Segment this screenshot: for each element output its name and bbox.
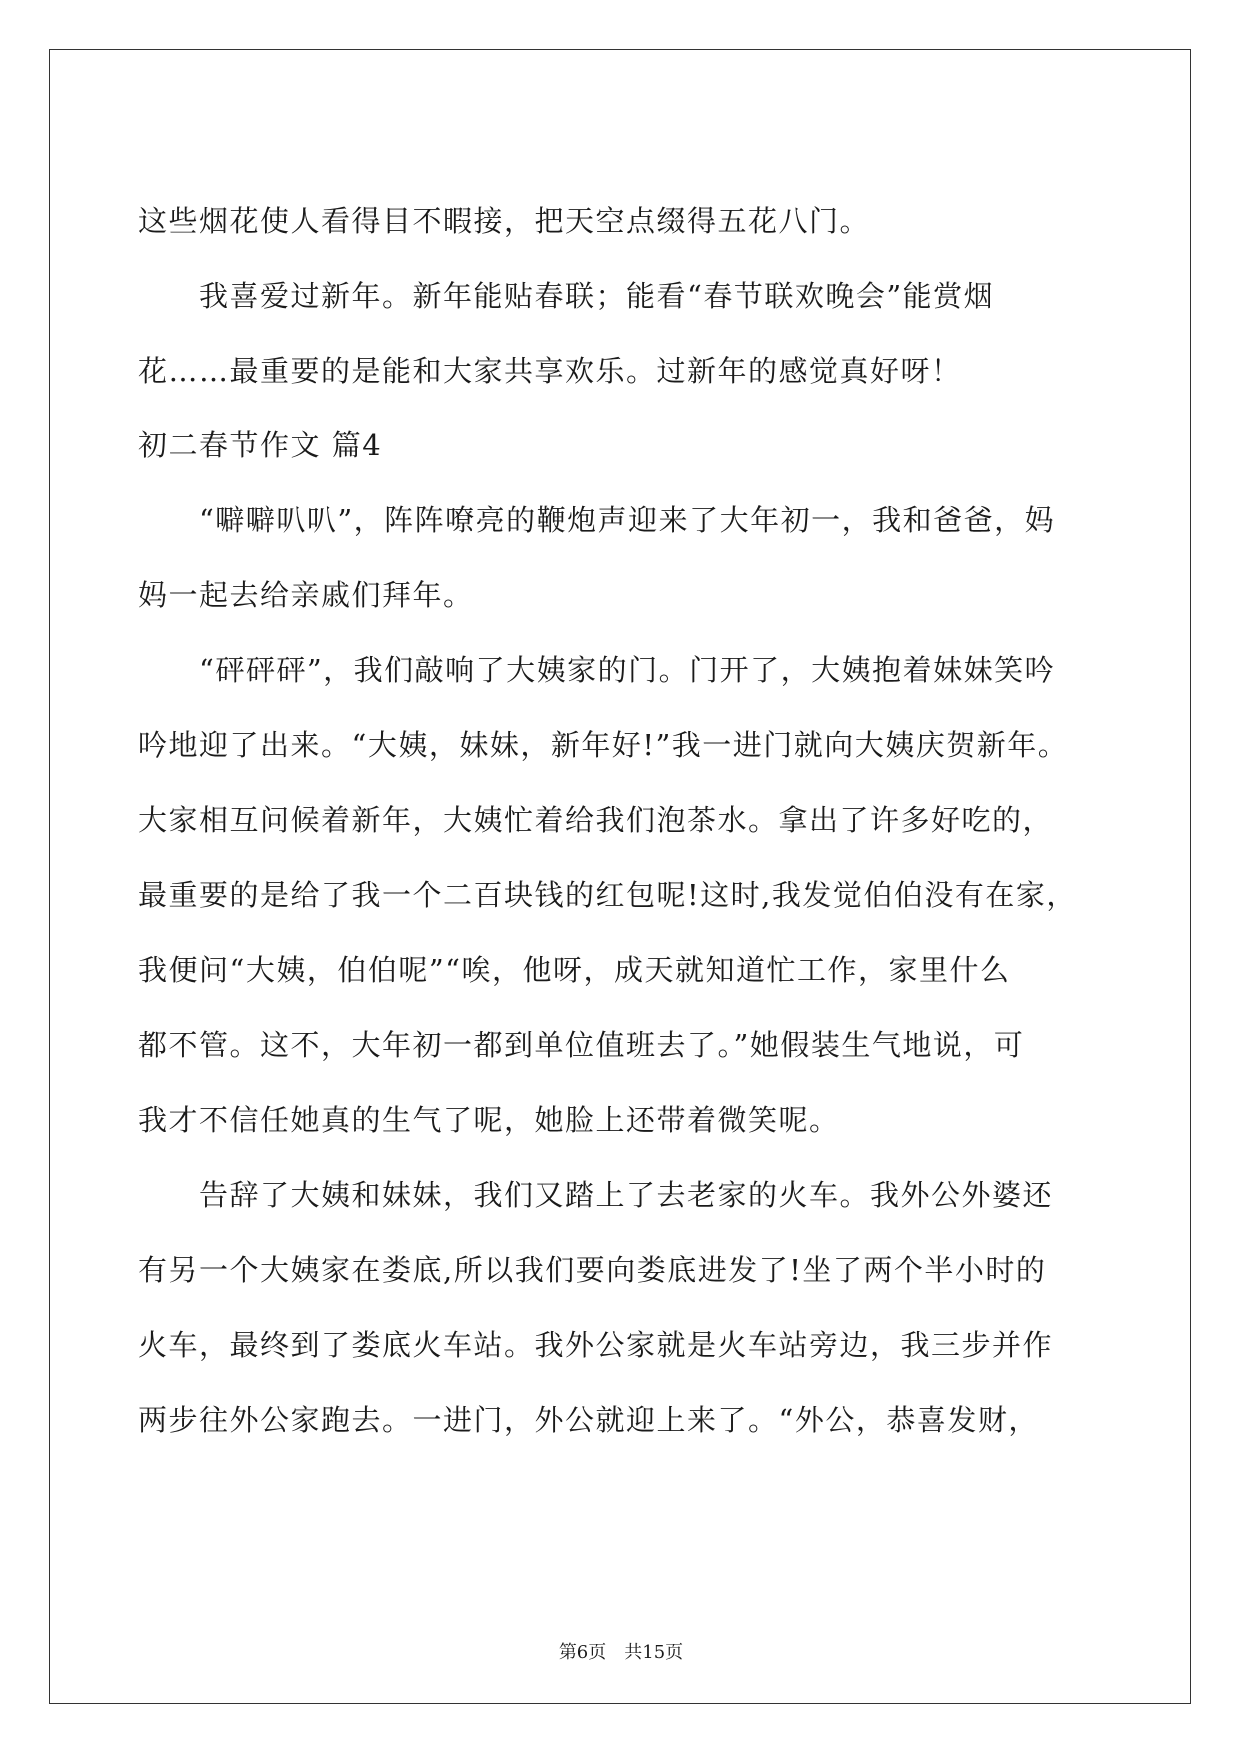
text-line-15: 有另一个大姨家在娄底,所以我们要向娄底进发了!坐了两个半小时的 (138, 1253, 1047, 1287)
text-line-12: 都不管。这不，大年初一都到单位值班去了。”她假装生气地说，可 (138, 1028, 1025, 1062)
text-line-5: “噼噼叭叭”，阵阵嘹亮的鞭炮声迎来了大年初一，我和爸爸，妈 (199, 503, 1056, 537)
page-number-current: 第6页 (558, 1642, 607, 1663)
text-line-14: 告辞了大姨和妹妹，我们又踏上了去老家的火车。我外公外婆还 (199, 1178, 1054, 1212)
text-line-3: 花……最重要的是能和大家共享欢乐。过新年的感觉真好呀！ (138, 354, 962, 388)
page-footer (50, 1641, 1192, 1665)
text-line-6: 妈一起去给亲戚们拜年。 (138, 578, 474, 612)
text-line-17: 两步往外公家跑去。一进门，外公就迎上来了。“外公，恭喜发财， (138, 1403, 1039, 1437)
section-heading: 初二春节作文 篇4 (138, 428, 383, 462)
text-line-9: 大家相互问候着新年，大姨忙着给我们泡茶水。拿出了许多好吃的， (138, 803, 1054, 837)
text-line-2: 我喜爱过新年。新年能贴春联；能看“春节联欢晚会”能赏烟 (199, 279, 995, 313)
page-frame (49, 49, 1191, 1704)
text-line-10: 最重要的是给了我一个二百块钱的红包呢!这时,我发觉伯伯没有在家， (138, 878, 1077, 912)
text-line-13: 我才不信任她真的生气了呢，她脸上还带着微笑呢。 (138, 1103, 840, 1137)
page-number-total: 共15页 (624, 1642, 684, 1663)
text-line-7: “砰砰砰”，我们敲响了大姨家的门。门开了，大姨抱着妹妹笑吟 (199, 653, 1056, 687)
text-line-1: 这些烟花使人看得目不暇接，把天空点缀得五花八门。 (138, 204, 871, 238)
text-line-16: 火车，最终到了娄底火车站。我外公家就是火车站旁边，我三步并作 (138, 1328, 1054, 1362)
text-line-8: 吟地迎了出来。“大姨，妹妹，新年好!”我一进门就向大姨庆贺新年。 (138, 728, 1069, 762)
text-line-11: 我便问“大姨，伯伯呢”“唉，他呀，成天就知道忙工作，家里什么 (138, 953, 1011, 987)
